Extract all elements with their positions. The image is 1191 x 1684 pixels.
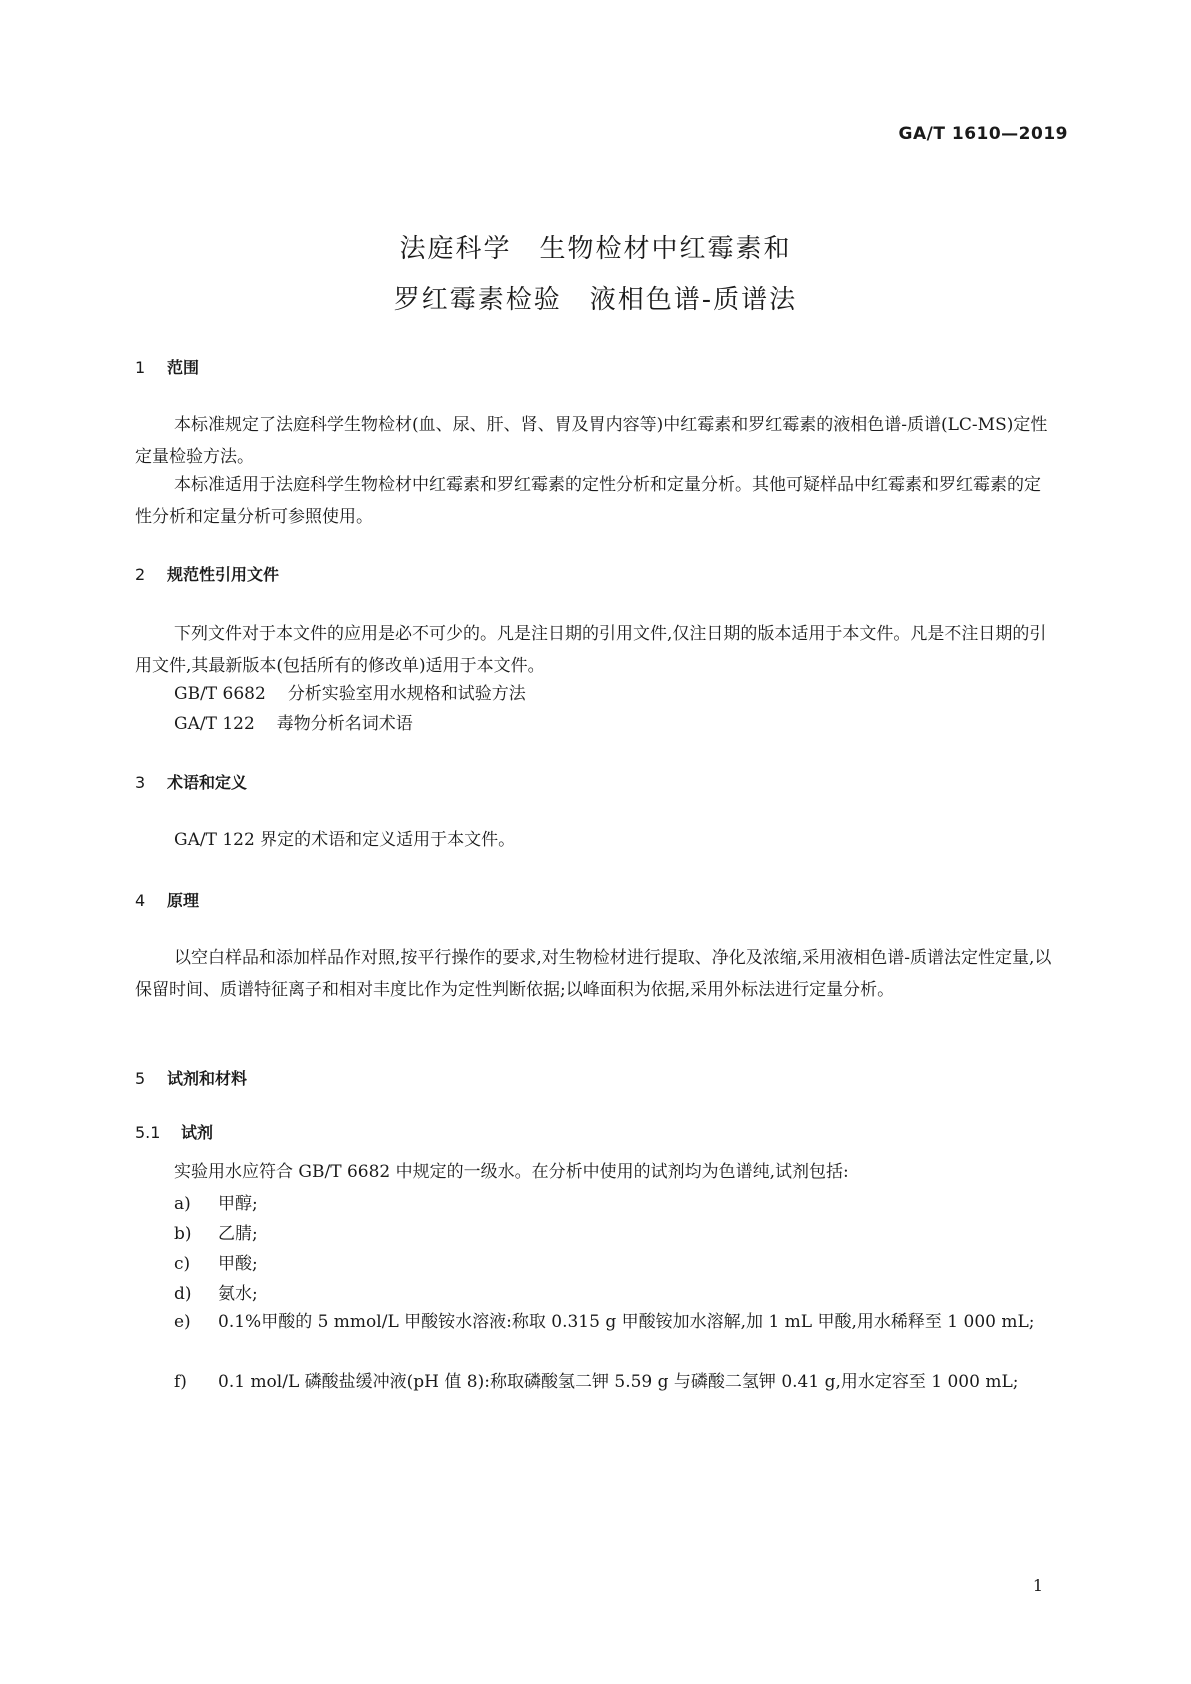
- section-number: 4: [135, 891, 146, 910]
- list-item: [174, 1248, 1057, 1280]
- section-title: 范围: [167, 358, 200, 377]
- normative-reference-1: [174, 678, 526, 710]
- page-number: 1: [1032, 1576, 1043, 1595]
- reference-code: GA/T 122: [174, 714, 255, 734]
- section-number: 3: [135, 773, 146, 792]
- list-marker: c): [174, 1254, 191, 1274]
- section-5-1-intro: 实验用水应符合 GB/T 6682 中规定的一级水。在分析中使用的试剂均为色谱纯,试剂包括:: [174, 1162, 849, 1182]
- section-5-heading: [135, 1066, 247, 1089]
- list-marker: e): [174, 1312, 191, 1332]
- list-item: [174, 1188, 1057, 1220]
- list-marker: b): [174, 1224, 192, 1244]
- section-3-heading: [135, 770, 247, 793]
- section-1-paragraph-2: 本标准适用于法庭科学生物检材中红霉素和罗红霉素的定性分析和定量分析。其他可疑样品中红霉素和罗红霉素的定性分析和定量分析可参照使用。: [135, 475, 1041, 527]
- section-title: 术语和定义: [167, 773, 248, 792]
- list-item: [174, 1366, 1057, 1398]
- section-1-heading: [135, 355, 199, 378]
- title-line-1: 法庭科学 生物检材中红霉素和: [399, 234, 792, 264]
- title-line-2: 罗红霉素检验 液相色谱-质谱法: [393, 285, 798, 315]
- section-4-heading: [135, 888, 199, 911]
- reference-title: 毒物分析名词术语: [276, 714, 413, 734]
- list-marker: f): [174, 1372, 187, 1392]
- section-5-1-heading: [135, 1120, 213, 1143]
- reference-code: GB/T 6682: [174, 684, 266, 704]
- list-text: 甲酸;: [218, 1254, 258, 1274]
- section-4-paragraph-1: 以空白样品和添加样品作对照,按平行操作的要求,对生物检材进行提取、净化及浓缩,采用液相色谱-质谱法定性定量,以保留时间、质谱特征离子和相对丰度比作为定性判断依据;以峰面积为依据,采用外标法进行定量分析。: [135, 948, 1052, 1000]
- list-item: [174, 1306, 1057, 1338]
- list-text: 甲醇;: [218, 1194, 258, 1214]
- list-marker: a): [174, 1194, 191, 1214]
- list-text: 0.1 mol/L 磷酸盐缓冲液(pH 值 8):称取磷酸氢二钾 5.59 g 与磷酸二氢钾 0.41 g,用水定容至 1 000 mL;: [218, 1372, 1019, 1392]
- section-2-heading: [135, 562, 279, 585]
- section-number: 5.1: [135, 1123, 161, 1142]
- list-text: 0.1%甲酸的 5 mmol/L 甲酸铵水溶液:称取 0.315 g 甲酸铵加水溶解,加 1 mL 甲酸,用水稀释至 1 000 mL;: [218, 1312, 1035, 1332]
- section-2-paragraph-1: 下列文件对于本文件的应用是必不可少的。凡是注日期的引用文件,仅注日期的版本适用于本文件。凡是不注日期的引用文件,其最新版本(包括所有的修改单)适用于本文件。: [135, 624, 1047, 676]
- list-text: 氨水;: [218, 1284, 258, 1304]
- list-item: [174, 1218, 1057, 1250]
- section-title: 规范性引用文件: [167, 565, 280, 584]
- section-1-paragraph-1: 本标准规定了法庭科学生物检材(血、尿、肝、肾、胃及胃内容等)中红霉素和罗红霉素的液相色谱-质谱(LC-MS)定性定量检验方法。: [135, 415, 1048, 467]
- reference-title: 分析实验室用水规格和试验方法: [287, 684, 526, 704]
- list-text: 乙腈;: [218, 1224, 258, 1244]
- normative-reference-2: [174, 708, 413, 740]
- section-number: 1: [135, 358, 146, 377]
- section-title: 试剂和材料: [167, 1069, 248, 1088]
- section-title: 试剂: [181, 1123, 214, 1142]
- section-number: 5: [135, 1069, 146, 1088]
- section-number: 2: [135, 565, 146, 584]
- list-marker: d): [174, 1284, 192, 1304]
- section-3-paragraph-1: GA/T 122 界定的术语和定义适用于本文件。: [174, 830, 516, 850]
- standard-code: GA/T 1610—2019: [898, 124, 1068, 144]
- section-title: 原理: [167, 891, 200, 910]
